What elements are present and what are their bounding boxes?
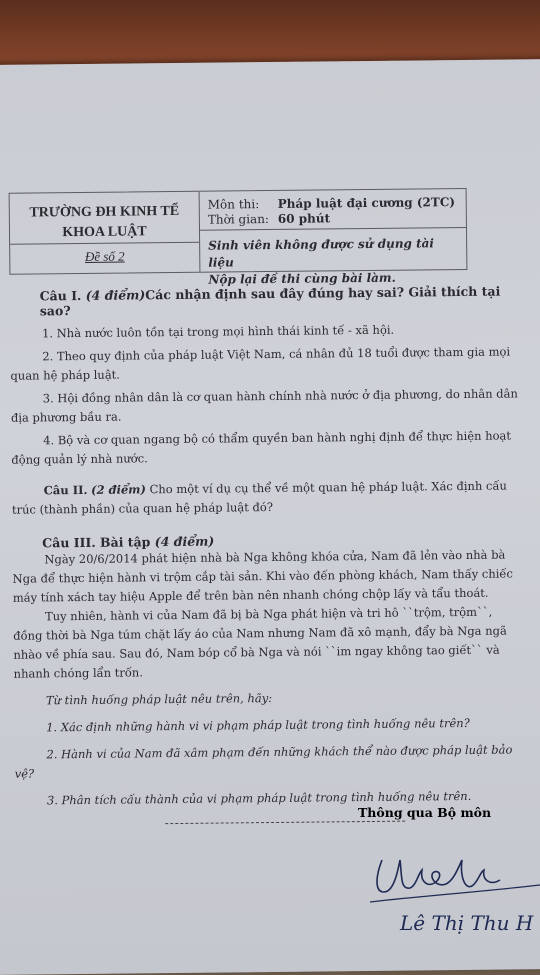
q3-paragraph-2: Tuy nhiên, hành vi của Nam đã bị bà Nga phát hiện và tri hô ``trộm, trộm``, đồng thời bà Nga túm chặt lấy áo của Nam nhưng Nam đã xô mạnh, đẩy bà Nga ngã nhào về phía sau. Sau đó, Nam bóp cổ bà Nga và nói ``im ngay không tao giết`` và nhanh chóng lẩn trốn. — [13, 604, 507, 681]
time-value: 60 phút — [277, 211, 331, 226]
q1-item-4: 4. Bộ và cơ quan ngang bộ có thẩm quyền ban hành nghị định để thực hiện hoạt động quản lý nhà nước. — [11, 428, 512, 467]
question-1-title — [10, 283, 520, 318]
time-label: Thời gian: — [207, 212, 270, 227]
exam-number: Đề số 2 — [84, 248, 125, 264]
subject-value: Pháp luật đại cương (2TC) — [277, 195, 456, 211]
q2-points: (2 điểm) — [91, 482, 146, 497]
q1-points: (4 điểm) — [85, 287, 146, 303]
signer-name: Lê Thị Thu H — [400, 911, 534, 935]
exam-content — [9, 187, 526, 825]
q3-paragraph-1: Ngày 20/6/2014 phát hiện nhà bà Nga không khóa cửa, Nam đã lẻn vào nhà bà Nga để thực hiện hành vi trộm cắp tài sản. Khi vào đến phòng khách, Nam thấy chiếc máy tính xách tay hiệu Apple để trên bàn nên nhanh chóng chộp lấy và tẩu thoát. — [12, 547, 513, 605]
q3-intro: Từ tình huống pháp luật nêu trên, hãy: — [45, 691, 273, 708]
exam-header-table — [9, 188, 468, 287]
q1-title-text: Các nhận định sau đây đúng hay sai? Giải thích tại sao? — [39, 283, 501, 319]
q1-item-2: 2. Theo quy định của pháp luật Việt Nam, cá nhân đủ 18 tuổi được tham gia mọi quan hệ pháp luật. — [10, 344, 511, 383]
header-right-cell — [200, 189, 467, 287]
dashed-separator — [165, 821, 405, 825]
q3-prefix: Câu III. Bài tập — [42, 534, 151, 551]
signature-image — [370, 830, 540, 959]
faculty-name: KHOA LUẬT — [62, 224, 147, 241]
question-1-items — [10, 319, 521, 469]
q1-prefix: Câu I. — [39, 287, 82, 304]
q3-tasks — [14, 713, 525, 810]
time-row — [208, 210, 460, 228]
exam-note-2: Nộp lại đề thi cùng bài làm. — [208, 270, 396, 287]
q3-points: (4 điểm) — [154, 533, 215, 550]
q2-text: Cho một ví dụ cụ thể về một quan hệ pháp luật. Xác định cấu trúc (thành phần) của quan hệ pháp luật đó? — [11, 478, 507, 517]
q1-item-3: 3. Hội đồng nhân dân là cơ quan hành chính nhà nước ở địa phương, do nhân dân địa phương bầu ra. — [10, 386, 518, 425]
exam-note-1: Sinh viên không được sử dụng tài liệu — [208, 236, 435, 270]
q3-task-3: 3. Phân tích cấu thành của vi phạm pháp luật trong tình huống nêu trên. — [46, 788, 472, 808]
subject-row — [208, 195, 460, 213]
header-left-cell — [10, 192, 201, 274]
header-right-divider — [200, 227, 466, 231]
question-2 — [12, 476, 522, 519]
exam-notes — [208, 235, 461, 289]
q3-task-2: 2. Hành vi của Nam đã xâm phạm đến những khách thể nào được pháp luật bảo vệ? — [14, 742, 513, 781]
q1-item-1: 1. Nhà nước luôn tồn tại trong mọi hình thái kinh tế - xã hội. — [41, 322, 395, 341]
school-name: TRƯỜNG ĐH KINH TẾ — [29, 203, 180, 221]
q2-prefix: Câu II. — [43, 482, 88, 498]
q3-task-1: 1. Xác định những hành vi vi phạm pháp luật trong tình huống nêu trên? — [46, 715, 470, 735]
subject-label: Môn thi: — [207, 197, 260, 212]
approval-title: Thông qua Bộ môn — [358, 805, 492, 820]
